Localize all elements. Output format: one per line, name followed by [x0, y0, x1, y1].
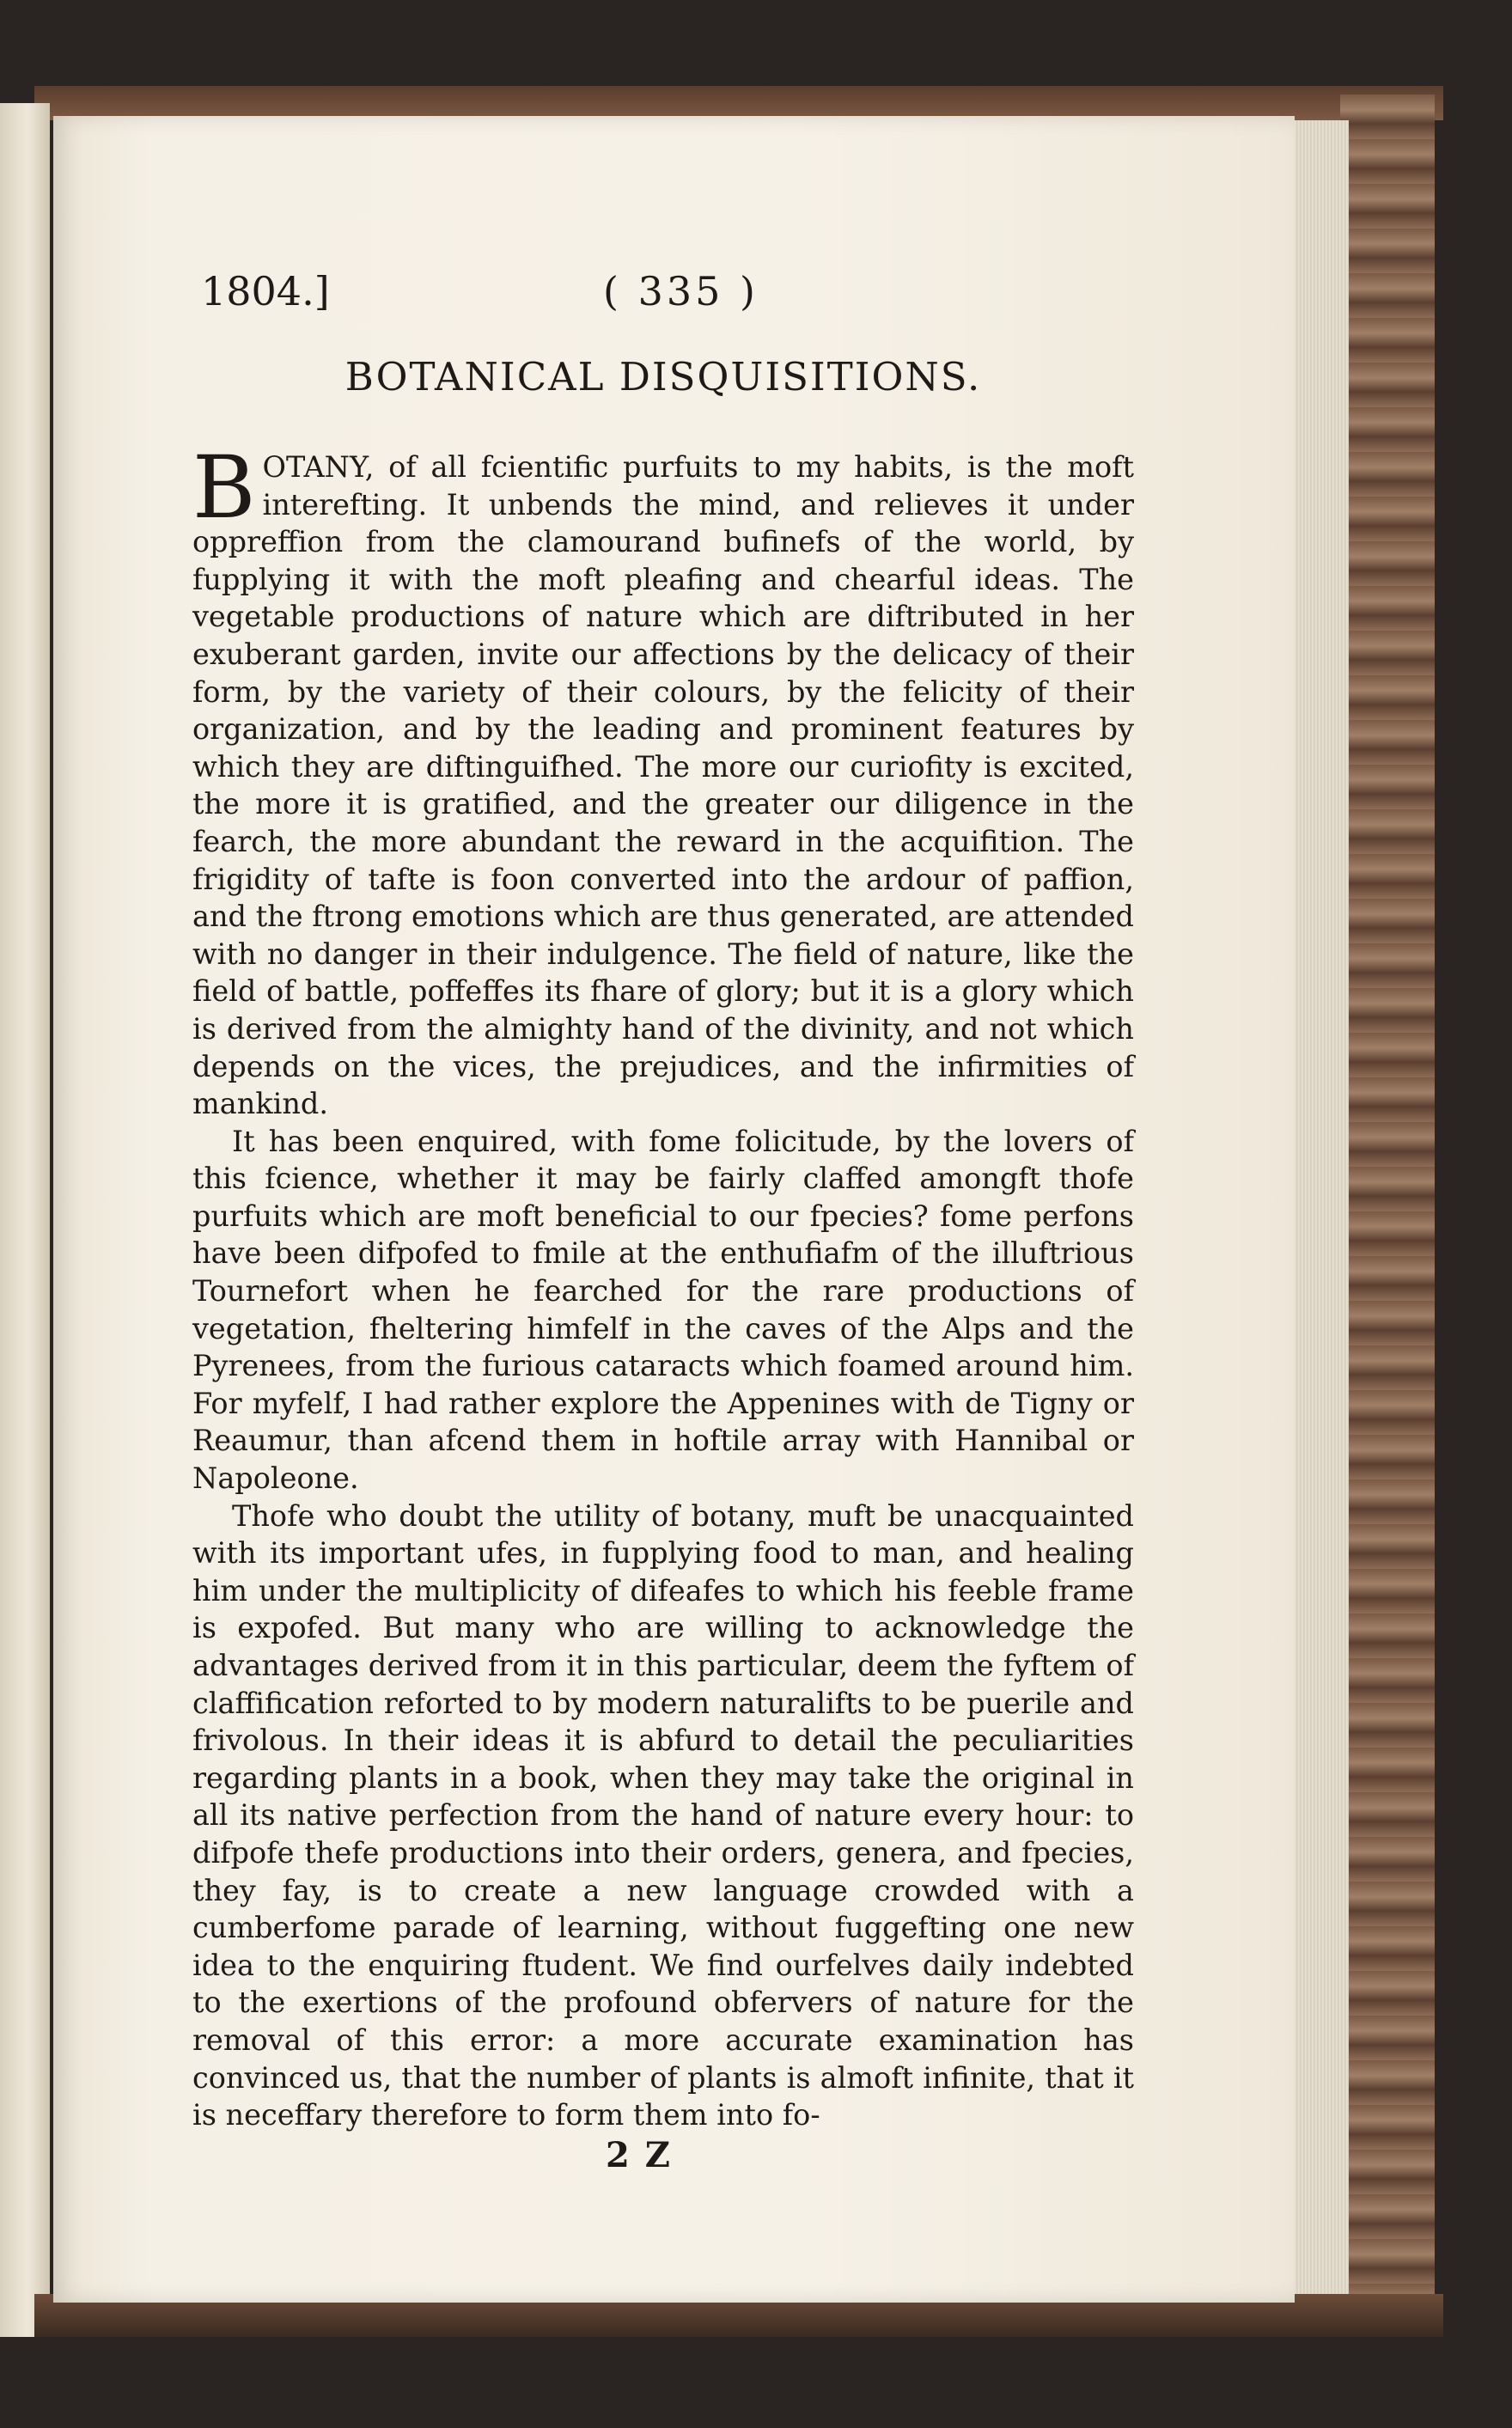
book-top-edge — [34, 86, 1443, 120]
book-cover-edge — [1340, 95, 1435, 2328]
paragraph-1-text: OTANY, of all fcientific purfuits to my habits, is the moft interefting. It unbends the mind, and relieves it under oppreffion from the clamourand bufinefs of the world, by fupplying it with the moft pleafing and chearful ideas. The vegetable productions of nature which are diftributed in her exuberant garden, invite our affections by the delicacy of their form, by the variety of their colours, by the felicity of their organization, and by the leading and prominent features by which they are diftinguifhed. The more our curiofity is excited, the more it is gratified, and the greater our diligence in the fearch, the more abundant the reward in the acquifition. The frigidity of tafte is foon converted into the ardour of paffion, and the ftrong emotions which are thus generated, are attended with no danger in their indulgence. The field of nature, like the field of battle, poffeffes its fhare of glory; but it is a glory which is derived from the almighty hand of the divinity, and not which depends on the vices, the prejudices, and the infirmities of mankind. — [192, 450, 1134, 1121]
paragraph-1 — [192, 437, 1134, 1123]
facing-page-edge — [0, 103, 50, 2337]
paragraph-3: Thofe who doubt the utility of botany, muft be unacquainted with its important ufes, in fupplying food to man, and healing him under the multiplicity of difeafes to which his feeble frame is expofed. But many who are willing to acknowledge the advantages derived from it in this particular, deem the fyftem of claffification reforted to by modern naturalifts to be puerile and frivolous. In their ideas it is abfurd to detail the peculiarities regarding plants in a book, when they may take the original in all its native perfection from the hand of nature every hour: to difpofe thefe productions into their orders, genera, and fpecies, they fay, is to create a new language crowded with a cumberfome parade of learning, without fuggefting one new idea to the enquiring ftudent. We find ourfelves daily indebted to the exertions of the profound obfervers of nature for the removal of this error: a more accurate examination has convinced us, that the number of plants is almoft infinite, that it is neceffary therefore to form them into fo- — [192, 1498, 1134, 2132]
running-head — [192, 268, 1134, 320]
page-stack-edge — [1289, 120, 1349, 2303]
page-number: ( 335 ) — [603, 268, 759, 314]
signature-mark: 2 Z — [606, 2135, 672, 2175]
paragraph-2: It has been enquired, with fome folicitude, by the lovers of this fcience, whether it may be fairly claffed amongft thofe purfuits which are moft beneficial to our fpecies? fome perfons have been difpofed to fmile at the enthufiafm of the illuftrious Tournefort when he fearched for the rare productions of vegetation, fheltering himfelf in the caves of the Alps and the Pyrenees, from the furious cataracts which foamed around him. For myfelf, I had rather explore the Appenines with de Tigny or Reaumur, than afcend them in hoftile array with Hannibal or Napoleone. — [192, 1124, 1134, 1496]
article-body — [192, 437, 1134, 2134]
article-title: BOTANICAL DISQUISITIONS. — [344, 354, 982, 400]
running-head-date: 1804.] — [201, 268, 330, 314]
drop-cap: B — [192, 437, 256, 538]
